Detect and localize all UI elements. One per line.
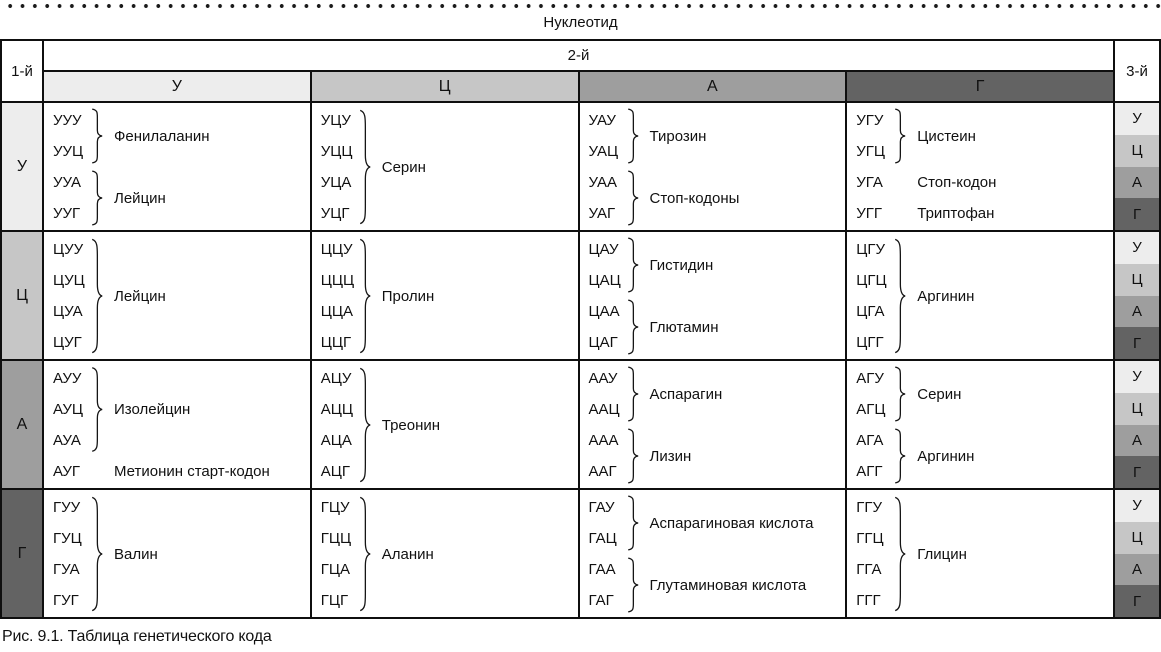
codon-list [589, 363, 627, 425]
header-second-letter-3: А [578, 72, 846, 101]
codon-group [856, 425, 1113, 487]
codon: ЦАГ [588, 334, 618, 351]
codon-cell [310, 490, 578, 617]
brace-icon [91, 167, 105, 229]
amino-acid-label: Серин [917, 385, 962, 403]
codon: ЦЦУ [320, 241, 353, 258]
codon-list [589, 492, 627, 554]
codon: ГЦУ [320, 499, 350, 516]
genetic-code-table [0, 39, 1161, 619]
amino-acid-label: Пролин [381, 287, 435, 305]
first-nucleotide-cell: А [2, 361, 44, 488]
codon: ЦГУ [856, 241, 885, 258]
codon: ГЦГ [320, 592, 349, 609]
brace-icon [91, 234, 105, 358]
codon: УГГ [856, 205, 883, 222]
codon-list [589, 167, 627, 229]
third-nucleotide-cell: А [1115, 554, 1159, 586]
codon-list [53, 167, 91, 229]
codon: УЦЦ [320, 143, 353, 160]
codon-cell [845, 490, 1113, 617]
codon-group [856, 234, 1113, 358]
first-nucleotide-cell: Г [2, 490, 44, 617]
codon: ААГ [588, 463, 617, 480]
third-nucleotide-cell: У [1115, 361, 1159, 393]
codon: ЦЦА [320, 303, 353, 320]
third-nucleotide-cell: У [1115, 490, 1159, 522]
header-second-letter-1: У [44, 72, 310, 101]
third-nucleotide-cell: А [1115, 425, 1159, 457]
codon-list [321, 492, 359, 616]
brace-icon [894, 363, 908, 425]
codon-list [321, 234, 359, 358]
codon-group [53, 456, 310, 487]
codon: ГАЦ [588, 530, 617, 547]
codon: ГГУ [856, 499, 883, 516]
brace-icon [359, 234, 373, 358]
codon: УУУ [53, 112, 82, 129]
amino-acid-label: Глютамин [649, 318, 719, 336]
codon-group [856, 492, 1113, 616]
codon: ЦУУ [53, 241, 84, 258]
codon-cell [310, 103, 578, 230]
codon: ГУЦ [53, 530, 82, 547]
third-nucleotide-cell: Ц [1115, 522, 1159, 554]
first-nucleotide-cell: У [2, 103, 44, 230]
codon-cell [44, 361, 310, 488]
dotted-separator [0, 3, 1161, 9]
codon: АЦА [320, 432, 352, 449]
codon: ЦАУ [588, 241, 619, 258]
codon: ЦГА [856, 303, 885, 320]
codon: ЦУГ [53, 334, 82, 351]
amino-acid-label: Треонин [381, 416, 441, 434]
codon-row-cells [44, 361, 1113, 488]
codon: ГЦЦ [320, 530, 352, 547]
codon: АУУ [53, 370, 82, 387]
table-body [2, 101, 1159, 617]
amino-acid-label: Аргинин [917, 447, 975, 465]
brace-icon [894, 105, 908, 167]
brace-spacer [894, 167, 908, 198]
amino-acid-label: Тирозин [649, 127, 707, 145]
codon-row-block [2, 488, 1159, 617]
brace-icon [627, 296, 641, 358]
codon: УГЦ [856, 143, 885, 160]
brace-icon [894, 425, 908, 487]
third-nucleotide-cell: Ц [1115, 135, 1159, 167]
codon: ГУА [53, 561, 80, 578]
brace-icon [91, 363, 105, 456]
codon-group [589, 554, 846, 616]
codon-cell [44, 232, 310, 359]
codon: ГУУ [53, 499, 81, 516]
third-nucleotide-cell: Г [1115, 198, 1159, 230]
figure-caption: Рис. 9.1. Таблица генетического кода [2, 628, 272, 645]
third-nucleotide-cell: Г [1115, 585, 1159, 617]
codon: АГГ [856, 463, 883, 480]
codon: УУЦ [53, 143, 84, 160]
brace-icon [894, 234, 908, 358]
codon: АГЦ [856, 401, 886, 418]
codon-cell [845, 361, 1113, 488]
first-nucleotide-cell: Ц [2, 232, 44, 359]
codon: УАЦ [588, 143, 619, 160]
amino-acid-label: Гистидин [649, 256, 714, 274]
codon: УУГ [53, 205, 81, 222]
brace-icon [627, 105, 641, 167]
table-header [2, 41, 1159, 101]
codon-group [321, 234, 578, 358]
third-nucleotide-cell: Г [1115, 456, 1159, 488]
codon-group [53, 234, 310, 358]
amino-acid-label: Стоп-кодон [917, 174, 997, 191]
amino-acid-label: Изолейцин [114, 401, 191, 418]
codon: ЦЦГ [320, 334, 352, 351]
codon: ГЦА [320, 561, 350, 578]
third-nucleotide-stack [1113, 103, 1159, 230]
header-second-position-group [44, 41, 1113, 101]
codon-list [856, 492, 894, 616]
codon-list [53, 456, 91, 487]
brace-spacer [91, 456, 105, 487]
brace-icon [359, 363, 373, 487]
amino-acid-label: Глутаминовая кислота [649, 576, 807, 594]
codon-list [589, 105, 627, 167]
codon-list [321, 105, 359, 229]
amino-acid-label: Серин [381, 158, 426, 176]
codon: ЦУЦ [53, 272, 85, 289]
codon-group [321, 363, 578, 487]
third-nucleotide-cell: Ц [1115, 264, 1159, 296]
codon: ЦУА [53, 303, 83, 320]
third-nucleotide-stack [1113, 232, 1159, 359]
codon: ГАА [588, 561, 616, 578]
codon: ААЦ [588, 401, 620, 418]
codon-cell [845, 103, 1113, 230]
amino-acid-label: Лизин [649, 447, 692, 465]
codon: ААА [588, 432, 619, 449]
brace-icon [627, 167, 641, 229]
amino-acid-label: Лейцин [114, 189, 166, 207]
codon-cell [578, 490, 846, 617]
codon: УУА [53, 174, 82, 191]
header-letter-row [44, 70, 1113, 101]
header-second-letter-2: Ц [310, 72, 578, 101]
codon: ГАГ [588, 592, 614, 609]
codon-cell [310, 232, 578, 359]
codon-cell [44, 103, 310, 230]
header-first-position: 1-й [2, 41, 44, 101]
codon-group [53, 363, 310, 456]
amino-acid-label: Аспарагиновая кислота [649, 514, 814, 532]
brace-spacer [894, 198, 908, 229]
brace-icon [627, 554, 641, 616]
codon: УАГ [588, 205, 616, 222]
third-nucleotide-stack [1113, 361, 1159, 488]
brace-icon [91, 105, 105, 167]
codon-group [53, 167, 310, 229]
codon: АУА [53, 432, 81, 449]
header-second-letter-4: Г [845, 72, 1113, 101]
codon: УГА [856, 174, 883, 191]
codon-list [856, 234, 894, 358]
codon: ЦАА [588, 303, 620, 320]
codon-list [856, 363, 894, 425]
codon-group [321, 492, 578, 616]
codon-list [856, 198, 894, 229]
codon-group [321, 105, 578, 229]
codon: УАА [588, 174, 618, 191]
codon: УАУ [588, 112, 616, 129]
codon-cell [845, 232, 1113, 359]
codon: АГА [856, 432, 884, 449]
codon-list [589, 554, 627, 616]
codon-row-block [2, 101, 1159, 230]
codon: УЦА [320, 174, 352, 191]
codon-list [856, 167, 894, 198]
codon-list [53, 234, 91, 358]
third-nucleotide-cell: Ц [1115, 393, 1159, 425]
codon-row-cells [44, 103, 1113, 230]
codon-group [589, 167, 846, 229]
brace-icon [359, 105, 373, 229]
codon-list [589, 425, 627, 487]
codon: АУЦ [53, 401, 83, 418]
codon-group [856, 363, 1113, 425]
codon-cell [44, 490, 310, 617]
brace-icon [627, 234, 641, 296]
codon-group [856, 105, 1113, 167]
codon-group [856, 167, 1113, 198]
table-title: Нуклеотид [543, 14, 618, 31]
codon-row-cells [44, 490, 1113, 617]
amino-acid-label: Фенилаланин [114, 127, 210, 145]
amino-acid-label: Аргинин [917, 287, 975, 305]
codon-cell [578, 232, 846, 359]
codon: ГГА [856, 561, 882, 578]
codon-row-block [2, 359, 1159, 488]
codon-group [53, 492, 310, 616]
third-nucleotide-cell: А [1115, 296, 1159, 328]
amino-acid-label: Аланин [381, 545, 434, 563]
codon-group [589, 363, 846, 425]
codon: ЦГГ [856, 334, 884, 351]
codon-cell [578, 103, 846, 230]
codon-group [589, 296, 846, 358]
codon: АЦЦ [320, 401, 353, 418]
third-nucleotide-cell: Г [1115, 327, 1159, 359]
codon-group [856, 198, 1113, 229]
codon: УЦГ [320, 205, 350, 222]
codon-list [321, 363, 359, 487]
codon-row-cells [44, 232, 1113, 359]
codon-list [589, 296, 627, 358]
codon: ЦАЦ [588, 272, 621, 289]
codon-list [53, 492, 91, 616]
codon: ЦЦЦ [320, 272, 355, 289]
codon: УГУ [856, 112, 884, 129]
codon: АЦГ [320, 463, 350, 480]
codon: ЦГЦ [856, 272, 887, 289]
codon-cell [310, 361, 578, 488]
codon-list [53, 105, 91, 167]
codon: АУГ [53, 463, 80, 480]
amino-acid-label: Лейцин [114, 287, 166, 305]
amino-acid-label: Валин [114, 545, 158, 563]
codon-group [589, 492, 846, 554]
brace-icon [627, 425, 641, 487]
third-nucleotide-cell: У [1115, 103, 1159, 135]
codon: АЦУ [320, 370, 352, 387]
codon-group [589, 234, 846, 296]
codon: ГГГ [856, 592, 881, 609]
amino-acid-label: Триптофан [917, 205, 995, 222]
brace-icon [91, 492, 105, 616]
codon: АГУ [856, 370, 884, 387]
codon: ГУГ [53, 592, 79, 609]
codon-group [589, 105, 846, 167]
amino-acid-label: Метионин старт-кодон [114, 463, 270, 480]
codon: ГАУ [588, 499, 615, 516]
brace-icon [627, 492, 641, 554]
codon: УЦУ [320, 112, 351, 129]
codon-list [589, 234, 627, 296]
amino-acid-label: Стоп-кодоны [649, 189, 740, 207]
codon: ААУ [588, 370, 618, 387]
codon-group [53, 105, 310, 167]
third-nucleotide-cell: У [1115, 232, 1159, 264]
amino-acid-label: Аспарагин [649, 385, 723, 403]
brace-icon [359, 492, 373, 616]
codon-list [856, 105, 894, 167]
brace-icon [627, 363, 641, 425]
amino-acid-label: Цистеин [917, 127, 976, 145]
codon-list [856, 425, 894, 487]
amino-acid-label: Глицин [917, 545, 967, 563]
codon-row-block [2, 230, 1159, 359]
codon-list [53, 363, 91, 456]
codon-cell [578, 361, 846, 488]
header-second-position: 2-й [567, 47, 590, 64]
brace-icon [894, 492, 908, 616]
third-nucleotide-stack [1113, 490, 1159, 617]
codon-group [589, 425, 846, 487]
third-nucleotide-cell: А [1115, 167, 1159, 199]
codon: ГГЦ [856, 530, 884, 547]
header-third-position: 3-й [1113, 41, 1159, 101]
